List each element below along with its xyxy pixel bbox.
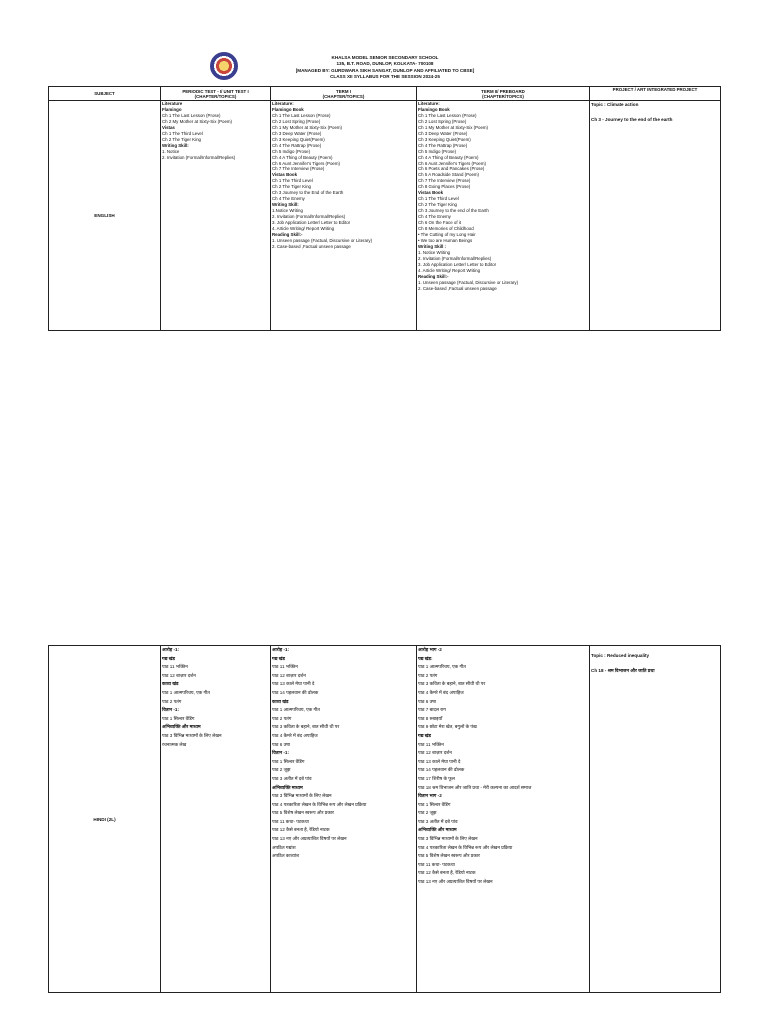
list-item: पाठ 1 आत्मपरिचय, एक गीत (418, 664, 466, 670)
list-item: Ch 5 A Roadside Stand (Poem) (418, 172, 480, 178)
list-item: 4. Article Writing/ Report Writing (272, 226, 335, 232)
list-item: 2. Invitation (Formal/Informal/Replies) (272, 214, 346, 220)
table-row (49, 646, 721, 993)
list-item: पाठ 3 कविता के बहाने, बात सीधी थी पर (272, 724, 340, 730)
list-item: पाठ 1 सिल्वर वैडिंग (272, 758, 305, 764)
list-item: Ch 4 The Rattrap (Prose) (272, 142, 322, 148)
list-item: Ch 3 Keeping Quiet(Poem) (418, 136, 471, 142)
section-heading: गद्य खंड (272, 655, 285, 661)
table-row (49, 101, 721, 331)
section-heading: Reading Skill:- (418, 273, 449, 279)
section-heading: काव्य खंड (162, 681, 179, 687)
section-heading: Literature: (272, 101, 294, 106)
list-item: Ch 6 On the Face of it (418, 220, 461, 226)
list-item: पाठ 13 काले मेघा पानी दे (418, 758, 461, 764)
list-item: Ch 4 The Enemy (418, 214, 451, 220)
list-item: पाठ 2 पतंग (418, 672, 438, 678)
list-item: Ch 8 Memories of Childhood (418, 226, 474, 232)
list-item: पाठ 11 कथा- पटकथा (272, 818, 309, 824)
school-name: KHALSA MODEL SENIOR SECONDARY SCHOOL (331, 55, 439, 60)
section-heading: वितान भाग -2 (418, 793, 442, 799)
list-item: पाठ 4 पत्रकारिता लेखन के विभिन्न रूप और लेखन प्रक्रिया (272, 801, 367, 807)
list-item: पाठ 5 विशेष लेखन स्वरूप और प्रकार (418, 853, 480, 859)
list-item: 3. Job Application Letter/ Letter to Editor (272, 220, 351, 226)
list-item: Ch 1 The Last Lesson (Prose) (272, 112, 331, 118)
english-pt1-list (161, 101, 271, 331)
list-item: 2. Case-based ,Factual unseen passage (272, 243, 351, 249)
list-item: पाठ 11 भक्तिन (162, 664, 188, 670)
list-item: 2. Invitation (Formal/Informal/Replies) (418, 255, 492, 261)
list-item: Ch 2 The Tiger King (418, 202, 457, 208)
list-item: पाठ 8 रुबाइयाँ (418, 715, 443, 721)
list-item: पाठ 3 विभिन्न माध्यमों के लिए लेखन (418, 836, 478, 842)
list-item: Ch 1 The Third Level (162, 130, 203, 136)
list-item: Ch 4 A Thing of Beauty (Poem) (272, 154, 333, 160)
list-item: पाठ 12 कैसे बनता है, रेडियो नाटक (272, 827, 330, 833)
section-heading: वितान -1: (162, 707, 179, 713)
header-term2: TERM II/ PREBOARD (CHAPTER/TOPICS) (417, 87, 590, 101)
list-item: Ch 3 Keeping Quiet(Poem) (272, 136, 325, 142)
list-item: पाठ 13 काले मेघा पानी दे (272, 681, 315, 687)
list-item: 3. Job Application Letter/ Letter to Editor (418, 261, 497, 267)
list-item: Ch 7 The Interview (Prose) (418, 178, 471, 184)
list-item: Ch 3 Journey to the End of the Earth (272, 190, 344, 196)
section-heading: Literature (162, 101, 183, 106)
document-header (250, 55, 520, 81)
section-heading: Flamingo (162, 106, 182, 112)
header-subject: SUBJECT (49, 87, 161, 101)
hindi-term2-list (417, 646, 590, 993)
list-item: अपठित काव्यांश (272, 853, 300, 859)
list-item: Ch 8 Going Places (Prose) (418, 184, 471, 190)
section-heading: Vistas Book (272, 172, 298, 178)
section-heading: Writing Skill: (272, 202, 299, 208)
list-item: 2. Invitation (Formal/Informal/Replies) (162, 154, 236, 160)
hindi-project-chapter: Ch 18 - श्रम विभाजन और जाति प्रथा (591, 668, 655, 673)
list-item: • The Cutting of my Long Hair (418, 231, 476, 237)
hindi-syllabus-table (48, 645, 721, 993)
list-item: पाठ 12 बाज़ार दर्शन (162, 672, 196, 678)
list-item: पाठ 11 भक्तिन (418, 741, 444, 747)
section-heading: अभिव्यक्ति माध्यम (272, 784, 303, 790)
list-item: पाठ 12 बाज़ार दर्शन (272, 672, 306, 678)
list-item: पाठ 1 आत्मपरिचय, एक गीत (162, 689, 210, 695)
list-item: पाठ 9 छोटा मेरा खेत, बगुलों के पंख (418, 724, 477, 730)
section-heading: गद्य खंड (162, 655, 175, 661)
list-item: पाठ 2 जूझ (418, 810, 437, 816)
list-item: Ch 4 The Enemy (272, 196, 305, 202)
section-heading: Writing Skill : (418, 243, 446, 249)
syllabus-title: CLASS XII SYLLABUS FOR THE SESSION 2024-25 (330, 74, 440, 80)
subject-english: ENGLISH (49, 101, 161, 331)
list-item: Ch 2 Lost Spring (Prose) (272, 118, 321, 124)
list-item: Ch 1 My Mother at Sixty-Six (Poem) (418, 124, 489, 130)
section-heading: अभिव्यक्ति और माध्यम (418, 827, 457, 833)
list-item: पाठ 4 कैमरे में बंद अपाहिज (418, 689, 464, 695)
school-logo-icon (210, 52, 238, 80)
list-item: रचनात्मक लेख (162, 741, 187, 747)
list-item: पाठ 4 पत्रकारिता लेखन के विभिन्न रूप और लेखन प्रक्रिया (418, 844, 513, 850)
list-item: Ch 3 Journey to the end of the Earth (418, 208, 489, 214)
list-item: पाठ 2 जूझ (272, 767, 291, 773)
list-item: Ch 4 A Thing of Beauty (Poem) (418, 154, 479, 160)
list-item: पाठ 13 नए और अप्रत्याशित विषयों पर लेखन (418, 879, 493, 885)
list-item: Ch 2 The Tiger King (162, 136, 201, 142)
list-item: पाठ 11 भक्तिन (272, 664, 298, 670)
list-item: पाठ 13 नए और अप्रत्याशित विषयों पर लेखन (272, 836, 347, 842)
table-header-row (49, 87, 721, 101)
english-project-chapter: Ch 3 - Journey to the end of the earth (591, 117, 673, 122)
list-item: Ch 1 The Third Level (418, 196, 459, 202)
list-item: पाठ 3 विभिन्न माध्यमों के लिए लेखन (272, 793, 332, 799)
section-heading: वितान -1: (272, 750, 289, 756)
section-heading: Reading Skill:- (272, 231, 303, 237)
hindi-pt1-list (161, 646, 271, 993)
list-item: Ch 3 Deep Water (Prose) (272, 130, 322, 136)
section-heading: अभिव्यक्ति और माध्यम (162, 724, 201, 730)
list-item: पाठ 3 अतीत में दबे पांव (418, 818, 458, 824)
hindi-project-topic: Topic : Reduced inequality (591, 653, 650, 658)
header-project: PROJECT / ART INTEGRATED PROJECT (590, 87, 721, 101)
list-item: Ch 1 The Third Level (272, 178, 313, 184)
list-item: Ch 2 The Tiger King (272, 184, 311, 190)
section-heading: Vistas (162, 124, 175, 130)
list-item: पाठ 12 कैसे बनता है, रेडियो नाटक (418, 870, 476, 876)
list-item: पाठ 12 बाज़ार दर्शन (418, 750, 452, 756)
list-item: 2. Case-based ,Factual unseen passage (418, 285, 497, 291)
list-item: Ch 2 Lost Spring (Prose) (418, 118, 467, 124)
section-heading: Literature: (418, 101, 440, 106)
list-item: पाठ 14 पहलवान की ढोलक (418, 767, 465, 773)
list-item: अपठित गद्यांश (272, 844, 296, 850)
header-pt1: PERIODIC TEST - I/ UNIT TEST I (CHAPTER/TOPICS) (161, 87, 271, 101)
list-item: पाठ 3 विभिन्न माध्यमों के लिए लेखन (162, 732, 222, 738)
list-item: Ch 7 The Interview (Prose) (272, 166, 325, 172)
list-item: पाठ 1 आत्मपरिचय, एक गीत (272, 707, 320, 713)
section-heading: Writing Skill: (162, 142, 189, 148)
list-item: 1. Unseen passage (Factual, Discursive or Literary) (272, 237, 373, 243)
list-item: Ch 1 The Last Lesson (Prose) (162, 112, 221, 118)
list-item: • We too are Human Beings (418, 237, 473, 243)
section-heading: Flamingo Book (272, 106, 304, 112)
list-item: पाठ 1 सिल्वर वैडिंग (162, 715, 195, 721)
list-item: पाठ 14 पहलवान की ढोलक (272, 689, 319, 695)
english-syllabus-table (48, 86, 721, 331)
english-project (590, 101, 721, 331)
list-item: पाठ 1 सिल्वर वैडिंग (418, 801, 451, 807)
list-item: Ch 5 Indigo (Prose) (418, 148, 457, 154)
list-item: Ch 6 Aunt Jennifer's Tigers (Poem) (418, 160, 486, 166)
list-item: पाठ 18 श्रम विभाजन और जाति प्रथा - मेरी कल्पना का आदर्श समाज (418, 784, 532, 790)
school-management: [MANAGED BY: GURDWARA SIKH SANGAT, DUNLOP AND AFFILIATED TO CBSE] (295, 67, 475, 73)
list-item: 1. Unseen passage (Factual, Discursive or Literary) (418, 279, 519, 285)
list-item: Ch 2 My Mother at Sixty-Six (Poem) (162, 118, 233, 124)
section-heading: आरोह -1: (162, 647, 180, 652)
english-term1-list (271, 101, 417, 331)
section-heading: गद्य खंड (418, 732, 431, 738)
section-heading: आरोह -1: (272, 647, 290, 652)
list-item: Ch 6 Aunt Jennifer's Tigers (Poem) (272, 160, 340, 166)
section-heading: Vistas Book (418, 190, 444, 196)
list-item: पाठ 17 शिरीष के फूल (418, 775, 455, 781)
list-item: पाठ 5 विशेष लेखन स्वरूप और प्रकार (272, 810, 334, 816)
list-item: पाठ 3 अतीत में दबे पांव (272, 775, 312, 781)
list-item: पाठ 6 उषा (272, 741, 290, 747)
section-heading: आरोह भाग -2 (418, 647, 442, 652)
section-heading: काव्य खंड (272, 698, 289, 704)
list-item: Ch 3 Deep Water (Prose) (418, 130, 468, 136)
list-item: पाठ 2 पतंग (272, 715, 292, 721)
list-item: Ch 1 My Mother at Sixty-Six (Poem) (272, 124, 343, 130)
list-item: Ch 1 The Last Lesson (Prose) (418, 112, 477, 118)
section-heading: पद्य खंड: (418, 655, 433, 661)
list-item: 1. Notice (162, 148, 180, 154)
hindi-project (590, 646, 721, 993)
list-item: Ch 6 Poets and Pancakes (Prose) (418, 166, 485, 172)
list-item: पाठ 6 उषा (418, 698, 436, 704)
list-item: पाठ 7 बादल राग (418, 707, 446, 713)
list-item: Ch 4 The Rattrap (Prose) (418, 142, 468, 148)
list-item: Ch 5 Indigo (Prose) (272, 148, 311, 154)
list-item: 1. Notice Writing (418, 249, 451, 255)
section-heading: Flamingo Book (418, 106, 450, 112)
school-address: 135, B.T. ROAD, DUNLOP, KOLKATA- 700108 (336, 61, 434, 67)
list-item: पाठ 3 कविता के बहाने, बात सीधी थी पर (418, 681, 486, 687)
list-item: 1.Notice Writing (272, 208, 303, 214)
list-item: पाठ 11 कथा- पटकथा (418, 861, 455, 867)
list-item: पाठ 2 पतंग (162, 698, 182, 704)
english-term2-list (417, 101, 590, 331)
english-project-topic: Topic : Climate action (591, 102, 639, 107)
list-item: 4. Article Writing/ Report Writing (418, 267, 481, 273)
list-item: पाठ 4 कैमरे में बंद अपाहिज (272, 732, 318, 738)
subject-hindi: HINDI (2L) (49, 646, 161, 993)
header-term1: TERM I (CHAPTER/TOPICS) (271, 87, 417, 101)
hindi-term1-list (271, 646, 417, 993)
